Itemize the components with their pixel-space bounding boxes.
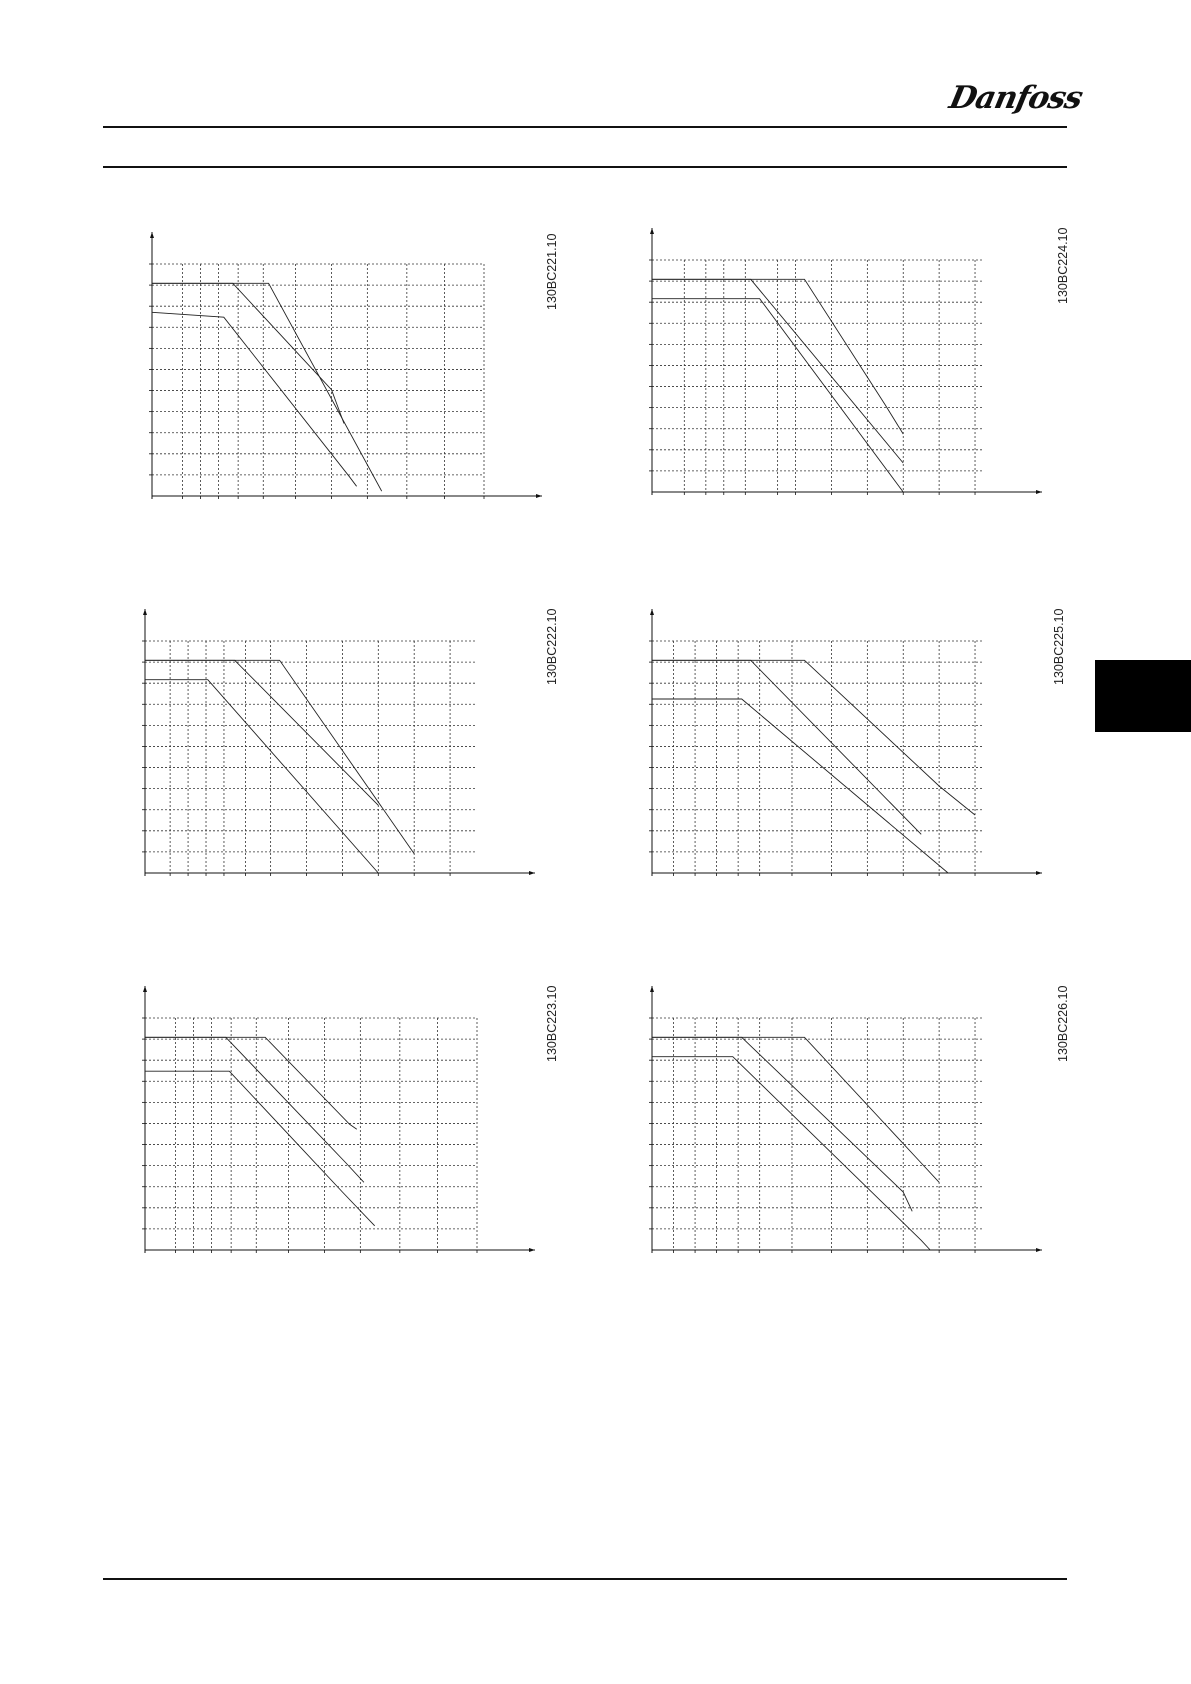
- derating-plot-3: [141, 609, 541, 879]
- derating-curve: [152, 283, 344, 423]
- derating-curve: [145, 680, 378, 873]
- derating-curve: [145, 660, 378, 805]
- derating-chart-5: [141, 986, 661, 1306]
- derating-curve: [652, 1057, 930, 1250]
- derating-chart-3: [141, 609, 661, 929]
- derating-curve: [145, 1037, 364, 1182]
- derating-curve: [652, 279, 903, 463]
- y-axis-arrow: [650, 986, 654, 992]
- derating-plot-4: [648, 609, 1048, 879]
- y-axis-arrow: [150, 232, 154, 238]
- figure-id-2: 130BC224.10: [1056, 227, 1070, 304]
- figure-id-4: 130BC225.10: [1052, 608, 1066, 685]
- derating-chart-2: [648, 228, 1168, 548]
- figure-id-5: 130BC223.10: [545, 985, 559, 1062]
- derating-chart-4: [648, 609, 1168, 929]
- derating-curve: [145, 1071, 375, 1226]
- header-rule-top: [103, 126, 1067, 128]
- derating-plot-2: [648, 228, 1048, 498]
- footer-rule: [103, 1578, 1067, 1580]
- derating-chart-1: [148, 232, 668, 552]
- x-axis-arrow: [536, 494, 542, 498]
- figure-id-1: 130BC221.10: [545, 233, 559, 310]
- derating-curve: [145, 660, 414, 853]
- x-axis-arrow: [1036, 1248, 1042, 1252]
- header-rule-bottom: [103, 166, 1067, 168]
- y-axis-arrow: [650, 609, 654, 615]
- derating-curve: [652, 299, 903, 492]
- derating-curve: [652, 1037, 912, 1211]
- derating-plot-5: [141, 986, 541, 1256]
- derating-plot-6: [648, 986, 1048, 1256]
- danfoss-logo: Danfoss: [946, 80, 1086, 116]
- x-axis-arrow: [1036, 490, 1042, 494]
- derating-plot-1: [148, 232, 548, 502]
- y-axis-arrow: [650, 228, 654, 234]
- derating-chart-6: [648, 986, 1168, 1306]
- x-axis-arrow: [1036, 871, 1042, 875]
- x-axis-arrow: [529, 871, 535, 875]
- derating-curve: [652, 660, 921, 834]
- y-axis-arrow: [143, 609, 147, 615]
- y-axis-arrow: [143, 986, 147, 992]
- figure-id-6: 130BC226.10: [1056, 985, 1070, 1062]
- x-axis-arrow: [529, 1248, 535, 1252]
- derating-curve: [145, 1037, 357, 1129]
- figure-id-3: 130BC222.10: [545, 608, 559, 685]
